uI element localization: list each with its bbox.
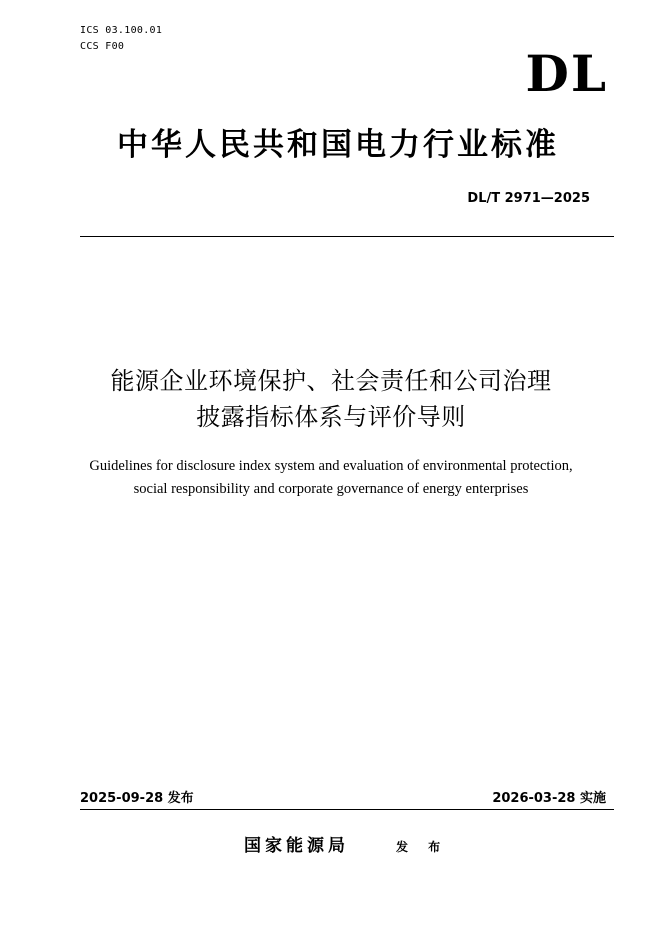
chinese-title-line-2: 披露指标体系与评价导则 <box>196 403 466 431</box>
publish-label: 发 布 <box>396 840 449 854</box>
top-divider <box>80 236 614 237</box>
publisher-name: 国家能源局 <box>244 836 349 856</box>
bottom-divider <box>80 809 614 810</box>
issue-date: 2025-09-28 发布 <box>80 791 194 806</box>
english-title-line-1: Guidelines for disclosure index system and evaluation of environmental protection, <box>89 458 573 474</box>
chinese-title-line-1: 能源企业环境保护、社会责任和公司治理 <box>110 367 552 395</box>
implementation-date: 2026-03-28 实施 <box>492 791 606 806</box>
ccs-code: CCS F00 <box>80 41 125 52</box>
dl-logo: DL <box>525 44 608 103</box>
standard-category-title: 中华人民共和国电力行业标准 <box>117 127 559 163</box>
english-title-line-2: social responsibility and corporate governance of energy enterprises <box>133 481 529 497</box>
standard-number: DL/T 2971—2025 <box>467 191 590 206</box>
ics-code: ICS 03.100.01 <box>80 25 163 36</box>
